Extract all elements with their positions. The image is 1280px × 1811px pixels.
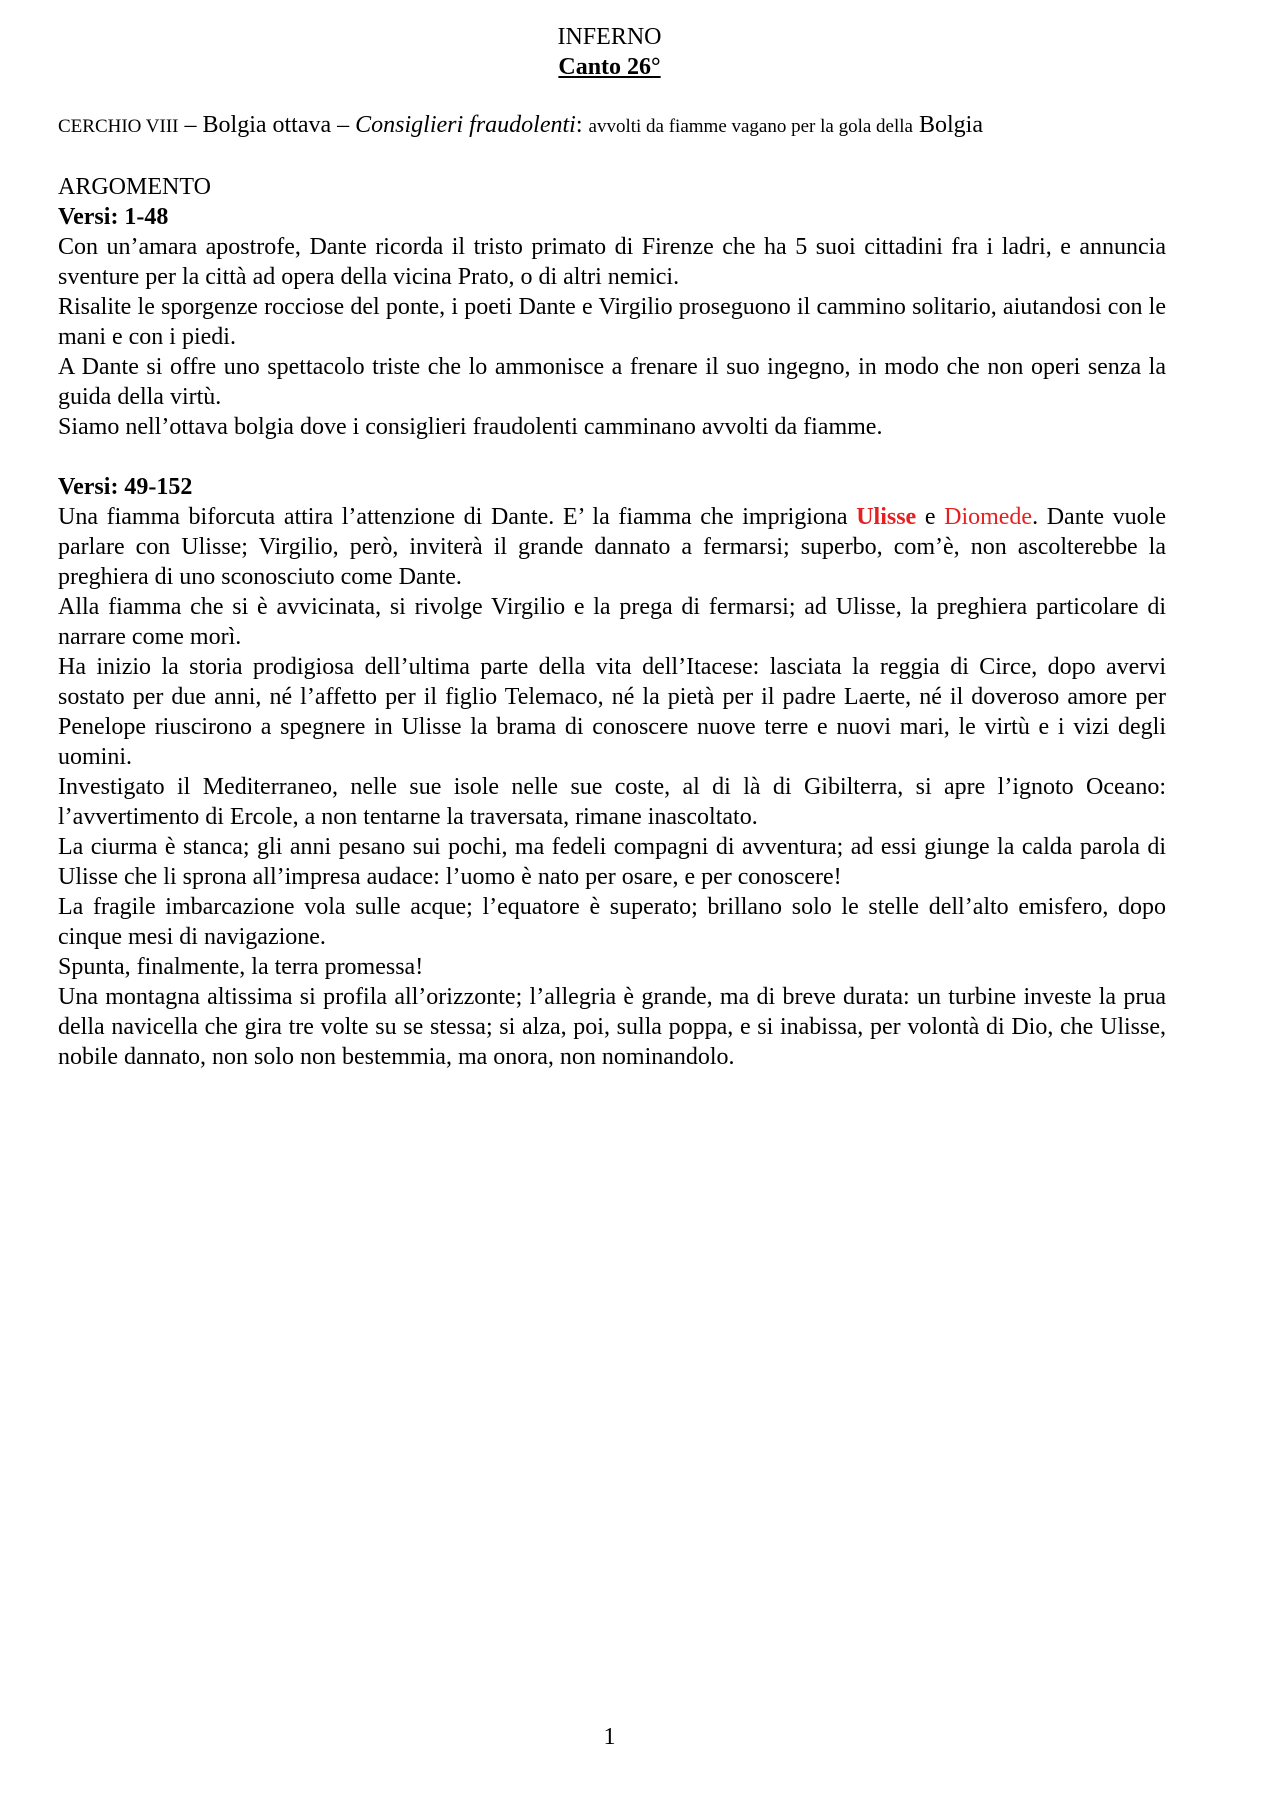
argomento-heading: ARGOMENTO — [58, 174, 211, 200]
document-title: INFERNO — [557, 24, 662, 50]
cerchio-dash-2: – — [331, 112, 356, 138]
section-2-paragraph-4: Investigato il Mediterraneo, nelle sue isole nelle sue coste, al di là di Gibilterra, si apre l’ignoto Oceano: l’avvertimento di Ercole, a non tentarne la traversata, rimane inascoltato. — [58, 774, 1166, 830]
cerchio-description: avvolti da fiamme vagano per la gola della — [588, 116, 913, 137]
section-2-heading: Versi: 49-152 — [58, 474, 193, 500]
section-2-paragraph-8: Una montagna altissima si profila all’orizzonte; l’allegria è grande, ma di breve durata: un turbine investe la prua della navicella che gira tre volte su se stessa; si alza, poi, sulla poppa, e si inabissa, per volontà di Dio, che Ulisse, nobile dannato, non solo non bestemmia, ma onora, non nominandolo. — [58, 984, 1166, 1070]
document-header — [0, 22, 1219, 82]
cerchio-bolgia: Bolgia ottava — [202, 112, 332, 138]
ulisse-highlight: Ulisse — [856, 504, 917, 530]
paragraph-text-after: . Dante vuole parlare con Ulisse; Virgilio, però, inviterà il grande dannato a fermarsi; superbo, com’è, non ascolterebbe la preghiera di uno sconosciuto come Dante. — [58, 504, 1166, 590]
section-gap — [58, 442, 1166, 472]
cerchio-dash-1: – — [178, 112, 203, 138]
section-1-heading: Versi: 1-48 — [58, 204, 169, 230]
cerchio-sinners: Consiglieri fraudolenti — [355, 112, 576, 138]
document-body — [58, 110, 1166, 1072]
paragraph-text-before: Una fiamma biforcuta attira l’attenzione di Dante. E’ la fiamma che imprigiona — [58, 504, 857, 530]
paragraph-text-and: e — [916, 504, 945, 530]
page-number: 1 — [603, 1724, 616, 1750]
cerchio-label: CERCHIO VIII — [58, 116, 179, 137]
section-1-paragraph-4: Siamo nell’ottava bolgia dove i consiglieri fraudolenti camminano avvolti da fiamme. — [58, 414, 883, 440]
section-2-paragraph-6: La fragile imbarcazione vola sulle acque; l’equatore è superato; brillano solo le stelle dell’alto emisfero, dopo cinque mesi di navigazione. — [58, 894, 1166, 950]
cerchio-line — [58, 110, 1166, 142]
section-1-paragraph-3: A Dante si offre uno spettacolo triste che lo ammonisce a frenare il suo ingegno, in modo che non operi senza la guida della virtù. — [58, 354, 1166, 410]
cerchio-colon: : — [575, 112, 589, 138]
section-2-paragraph-2: Alla fiamma che si è avvicinata, si rivolge Virgilio e la prega di fermarsi; ad Ulisse, la preghiera particolare di narrare come morì. — [58, 594, 1166, 650]
section-2-paragraph-5: La ciurma è stanca; gli anni pesano sui pochi, ma fedeli compagni di avventura; ad essi giunge la calda parola di Ulisse che li sprona all’impresa audace: l’uomo è nato per osare, e per conoscere! — [58, 834, 1166, 890]
section-2-paragraph-1 — [58, 502, 1166, 592]
diomede-highlight: Diomede — [944, 504, 1033, 530]
cerchio-bolgia-word: Bolgia — [912, 112, 983, 138]
section-1-paragraph-2: Risalite le sporgenze rocciose del ponte, i poeti Dante e Virgilio proseguono il cammino solitario, aiutandosi con le mani e con i piedi. — [58, 294, 1166, 350]
section-2-paragraph-7: Spunta, finalmente, la terra promessa! — [58, 954, 424, 980]
section-1-paragraph-1: Con un’amara apostrofe, Dante ricorda il tristo primato di Firenze che ha 5 suoi cittadini fra i ladri, e annuncia sventure per la città ad opera della vicina Prato, o di altri nemici. — [58, 234, 1166, 290]
document-subtitle: Canto 26° — [558, 54, 661, 80]
section-2-paragraph-3: Ha inizio la storia prodigiosa dell’ultima parte della vita dell’Itacese: lasciata la reggia di Circe, dopo avervi sostato per due anni, né l’affetto per il figlio Telemaco, né la pietà per il padre Laerte, né il doveroso amore per Penelope riuscirono a spegnere in Ulisse la brama di conoscere nuove terre e nuovi mari, le virtù e i vizi degli uomini. — [58, 654, 1166, 770]
